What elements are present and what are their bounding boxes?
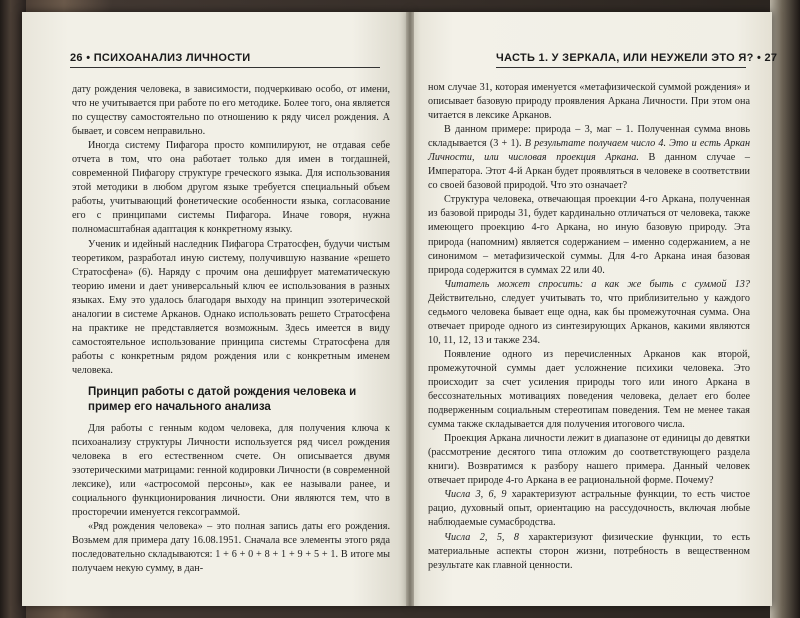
right-paragraph-6: Проекция Аркана личности лежит в диапазоне от единицы до девятки (рассмотрение десятого типа отложим до соответствующего раздела книги). Возвратимся к разбору нашего примера. Данный человек отвечает природе 4-го Аркана в ее рациональной форме. Почему? — [428, 433, 750, 487]
left-paragraph-2: Иногда систему Пифагора просто компилируют, не отдавая себе отчета в том, что она работает только для имен в тогдашней, современной Пифагору структуре греческого языка. Для использования этой методики в любом другом языке требуется специальный объем работы, учитывающий фонетические особенности языка, согласование его с принципами системы Пифагора. Иначе говоря, нужна полномасштабная адаптация к конкретному языку. — [72, 140, 390, 236]
left-header-rule — [70, 67, 380, 68]
right-paragraph-8 — [428, 531, 750, 573]
right-paragraph-2-plain: В данном примере: природа – 3, маг – 1. Полученная сумма вновь складывается (3 + 1). — [428, 124, 750, 150]
left-paragraph-1: дату рождения человека, в зависимости, подчеркиваю особо, от имени, что не учитывается при работе по его методике. Более того, она является по существу самостоятельно по отношению к ряду чисел рождения. А бывает, и совсем неправильно. — [72, 84, 390, 138]
right-paragraph-3: Структура человека, отвечающая проекции 4-го Аркана, полученная из базовой природы 31, будет кардинально отличаться от человека, также имеющего проекцию 4-го Аркана, но иную базовую природу. Эта природа (напомним) является содержанием – именно содержанием, а не синонимом – метафизической суммы. Для 4-го Аркана иная базовая природа содержится в суммах 22 или 40. — [428, 194, 750, 276]
right-paragraph-7-italic: Числа 3, 6, 9 — [444, 489, 507, 501]
right-paragraph-5: Появление одного из перечисленных Арканов как второй, промежуточной суммы дает усложнение психики человека. Это происходит за счет усиления природы того или иного Аркана в бессознательных мотивациях поведения человека, делает его более подверженным социальным стереотипам поведения. Тем не менее такая сумма также складывается для получения итогового числа. — [428, 348, 750, 431]
left-paragraph-5: «Ряд рождения человека» – это полная запись даты его рождения. Возьмем для примера дату 16.08.1951. Сначала все элементы этого ряда последовательно складываются: 1 + 6 + 0 + 8 + 1 + 9 + 5 + 1. В итоге мы получаем некую сумму, в дан- — [72, 521, 390, 575]
right-paragraph-4 — [428, 278, 750, 348]
section-heading: Принцип работы с датой рождения человека и пример его начального анализа — [88, 385, 357, 413]
left-running-head: 26 • ПСИХОАНАЛИЗ ЛИЧНОСТИ — [70, 52, 251, 64]
right-paragraph-8-italic: Числа 2, 5, 8 — [444, 531, 520, 543]
right-paragraph-8-rest: характеризуют физические функции, то есть материальные аспекты сторон жизни, потребность в вещественном результате как главной ценности. — [428, 531, 750, 571]
right-paragraph-7 — [428, 488, 750, 530]
book-spine-gutter — [406, 12, 414, 606]
right-paragraph-2-italic: В результате получаем число 4. Это и есть Аркан Личности, или числовая проекция Аркана. — [428, 138, 750, 164]
right-paragraph-2 — [428, 123, 750, 193]
right-text-column — [428, 81, 750, 573]
right-header-rule — [496, 67, 746, 68]
right-paragraph-1: ном случае 31, которая именуется «метафизической суммой рождения» и описывает базовую природу проявления Аркана Личности. При этом она читается в лексике Арканов. — [428, 82, 750, 122]
left-text-column — [72, 83, 390, 577]
right-paragraph-2-end: В данном случае – Императора. Этот 4-й Аркан будет проявляться в человеке в соответствии со своей базовой природой. Что это означает? — [428, 152, 751, 192]
book-page-stack-right — [770, 0, 800, 618]
right-paragraph-4-rest: Действительно, следует учитывать то, что приблизительно у каждого седьмого человека бывает еще одна, как бы промежуточная сумма. Она отвечает природе одного из синтезирующих Арканов, какими являются 10, 11, 12, 13 и также 234. — [428, 292, 750, 346]
right-running-head: ЧАСТЬ 1. У ЗЕРКАЛА, ИЛИ НЕУЖЕЛИ ЭТО Я? • 27 — [496, 52, 778, 64]
left-paragraph-4: Для работы с генным кодом человека, для получения ключа к психоанализу структуры Личности используется ряд чисел рождения человека в его естественном счете. Он описывается двумя эзотерическими матрицами: генной кодировки Личности (в современной лексике), или «астросомой персоны», как ее называли ранее, и социального функционирования личности. Они являются тем, что в просторечии именуется гексограммой. — [72, 422, 390, 519]
left-paragraph-3: Ученик и идейный наследник Пифагора Стратосфен, будучи чистым теоретиком, разработал иную систему, получившую название «решето Стратосфена» (6). Наряду с прочим она дешифрует математическую теорию имени и дает универсальный ключ ее использования в разных языках. Ему это удалось благодаря выходу на принцип эзотерической аналогии в системе Арканов. Однако использовать решето Стратосфена на практике не представляется возможным. Здесь имеется в виду самостоятельное использование принципа системы Стратосфена для работы с конкретным рядом рождения или с конкретным именем человека. — [72, 238, 390, 376]
right-paragraph-7-rest: характеризуют астральные функции, то есть чистое рацио, духовный опыт, ориентацию на рассудочность, включая любые наблюдаемые сумасбродства. — [428, 489, 751, 529]
right-paragraph-4-italic: Читатель может спросить: а как же быть с суммой 13? — [444, 278, 750, 290]
